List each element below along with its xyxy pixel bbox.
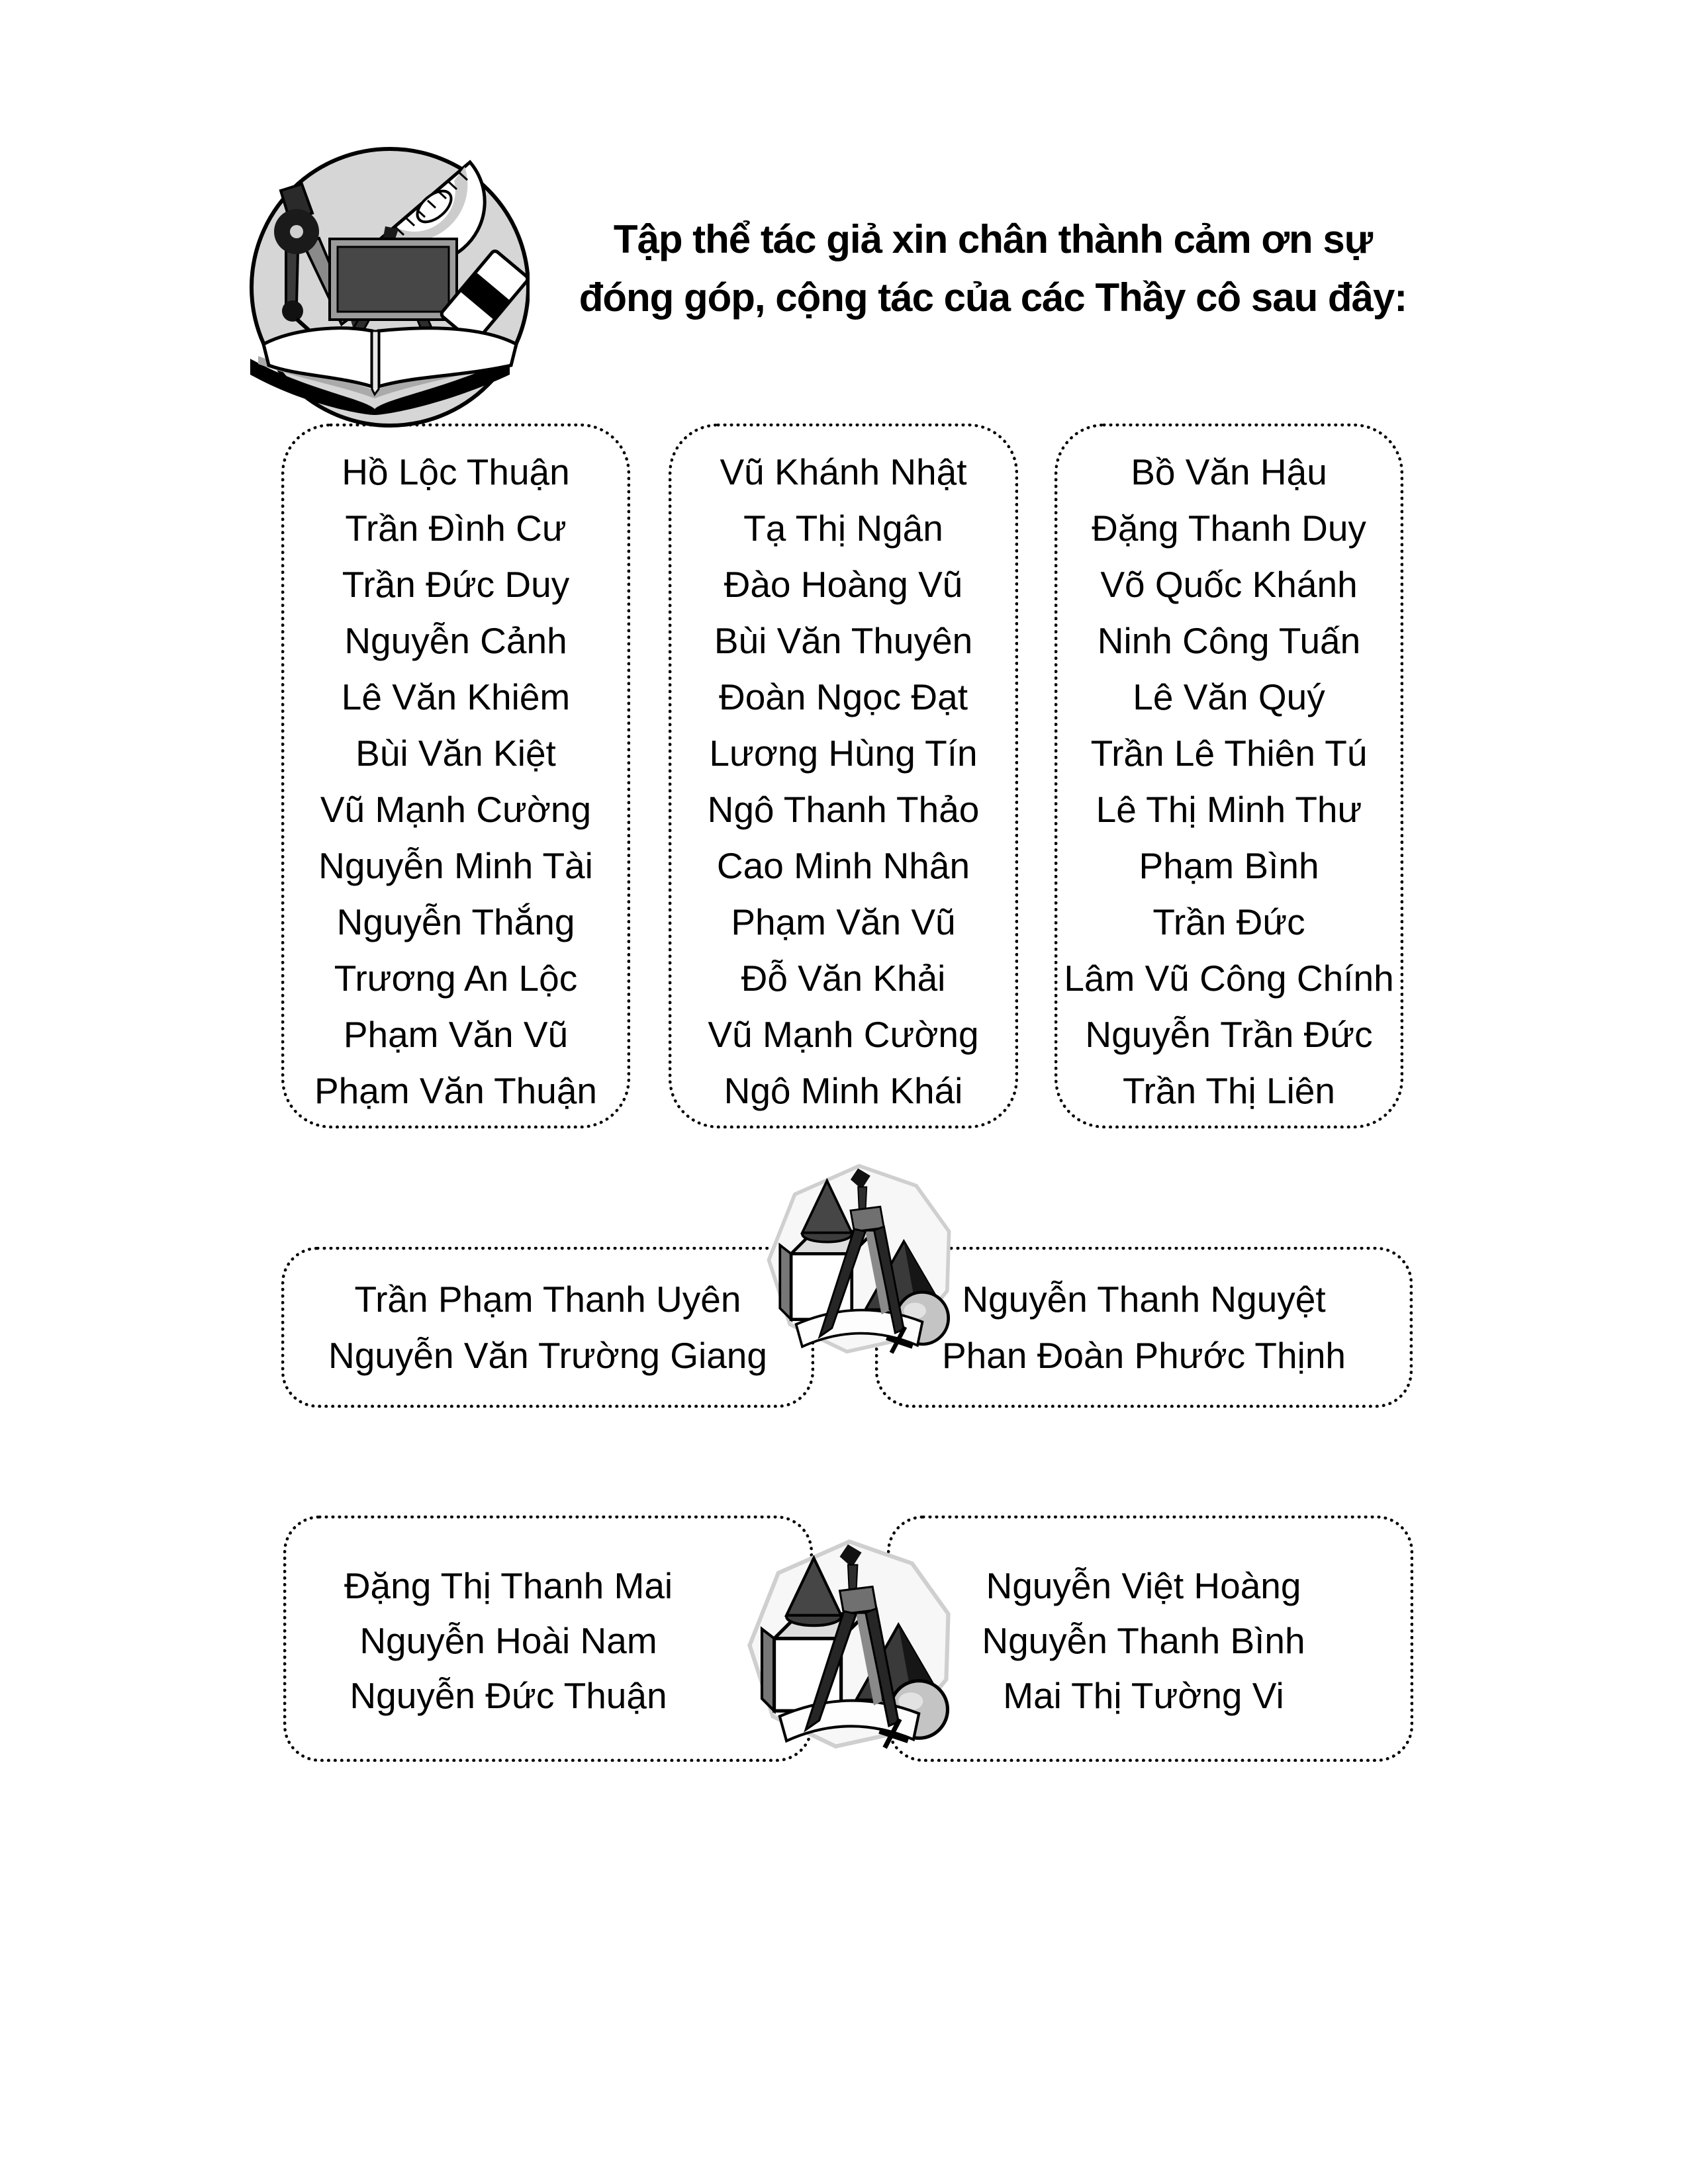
- author-name: Lương Hùng Tín: [709, 733, 978, 774]
- title-line-1: Tập thể tác giả xin chân thành cảm ơn sự: [613, 217, 1373, 261]
- title-line-2: đóng góp, cộng tác của các Thầy cô sau đây:: [579, 275, 1407, 320]
- name-list-column-2: [669, 424, 1018, 1128]
- author-name: Lê Thị Minh Thư: [1096, 789, 1362, 830]
- author-name: Lâm Vũ Công Chính: [1064, 958, 1394, 999]
- author-name: Bùi Văn Thuyên: [714, 620, 973, 661]
- author-name: Nguyễn Minh Tài: [318, 845, 593, 886]
- author-name: Võ Quốc Khánh: [1100, 564, 1358, 605]
- page-title: [543, 210, 1443, 327]
- author-name: Cao Minh Nhân: [716, 845, 970, 886]
- author-name: Tạ Thị Ngân: [743, 508, 943, 549]
- author-name: Vũ Khánh Nhật: [720, 451, 967, 492]
- author-name: Trần Lê Thiên Tú: [1090, 733, 1368, 774]
- author-name: Bồ Văn Hậu: [1131, 451, 1327, 492]
- name-box-bottom-left: [283, 1516, 813, 1762]
- author-name: Lê Văn Khiêm: [341, 676, 571, 717]
- author-name: Mai Thị Tường Vi: [1003, 1675, 1284, 1716]
- author-name: Trương An Lộc: [334, 958, 578, 999]
- author-name: Nguyễn Cảnh: [344, 620, 567, 661]
- author-name: Đặng Thanh Duy: [1092, 508, 1366, 549]
- author-name: Phạm Bình: [1139, 845, 1319, 886]
- author-name: Lê Văn Quý: [1133, 676, 1325, 717]
- math-tools-book-emblem-icon: [212, 106, 530, 463]
- author-name: Đào Hoàng Vũ: [724, 564, 963, 605]
- author-name: Phạm Văn Vũ: [343, 1014, 569, 1055]
- author-name: Nguyễn Thắng: [336, 901, 575, 942]
- author-name: Nguyễn Thanh Bình: [982, 1620, 1305, 1661]
- name-box-bottom-right: [887, 1516, 1413, 1762]
- author-name: Vũ Mạnh Cường: [708, 1014, 979, 1055]
- author-name: Bùi Văn Kiệt: [355, 733, 556, 774]
- name-list-column-1: [281, 424, 630, 1128]
- compass-geometric-solids-icon: [760, 1162, 959, 1354]
- author-name: Trần Phạm Thanh Uyên: [354, 1279, 741, 1320]
- author-name: Phan Đoàn Phước Thịnh: [941, 1335, 1346, 1376]
- author-name: Nguyễn Thanh Nguyệt: [962, 1279, 1326, 1320]
- author-name: Đoàn Ngọc Đạt: [718, 676, 968, 717]
- author-name: Đỗ Văn Khải: [741, 958, 946, 999]
- author-name: Đặng Thị Thanh Mai: [344, 1565, 673, 1606]
- author-name: Phạm Văn Vũ: [731, 901, 956, 942]
- name-list-column-3: [1055, 424, 1403, 1128]
- author-name: Ngô Minh Khái: [724, 1070, 963, 1111]
- author-name: Nguyễn Trần Đức: [1085, 1014, 1373, 1055]
- blackboard-icon: [330, 239, 457, 320]
- author-name: Ninh Công Tuấn: [1097, 620, 1361, 661]
- author-name: Nguyễn Đức Thuận: [350, 1675, 667, 1716]
- name-box-middle-left: [281, 1247, 814, 1408]
- author-name: Trần Đức Duy: [342, 564, 570, 605]
- compass-geometric-solids-icon: [740, 1537, 959, 1750]
- author-name: Phạm Văn Thuận: [314, 1070, 598, 1111]
- author-name: Nguyễn Việt Hoàng: [986, 1565, 1301, 1606]
- author-name: Nguyễn Hoài Nam: [359, 1620, 657, 1661]
- author-name: Trần Thị Liên: [1122, 1070, 1335, 1111]
- author-name: Trần Đức: [1152, 901, 1305, 942]
- author-name: Nguyễn Văn Trường Giang: [328, 1335, 767, 1376]
- author-name: Hồ Lộc Thuận: [342, 451, 570, 492]
- author-name: Trần Đình Cư: [345, 508, 567, 549]
- author-name: Ngô Thanh Thảo: [707, 789, 980, 830]
- author-name: Vũ Mạnh Cường: [320, 789, 592, 830]
